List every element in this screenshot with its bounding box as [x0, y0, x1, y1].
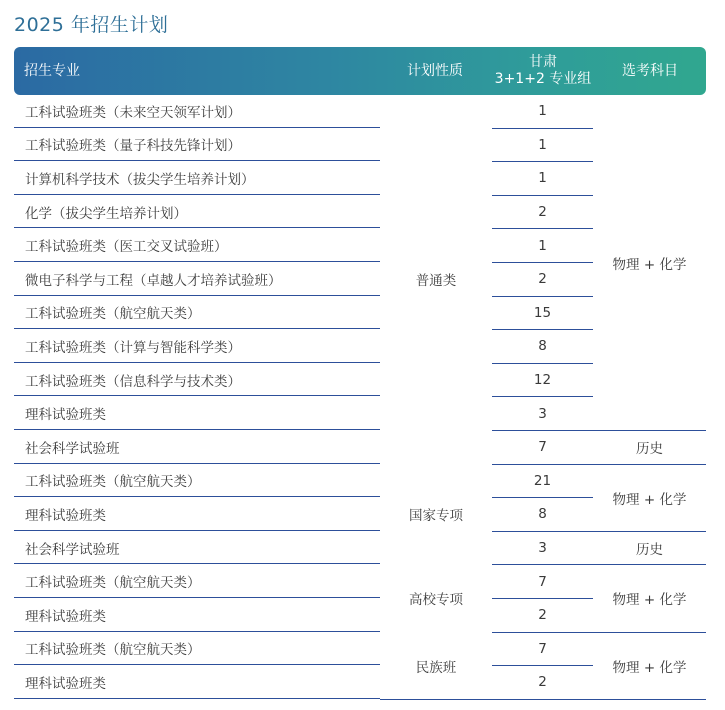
major-cell: 工科试验班类（航空航天类）	[14, 633, 380, 666]
nature-cell: 国家专项	[409, 508, 463, 525]
header-quota	[492, 47, 594, 95]
major-cell: 工科试验班类（航空航天类）	[14, 297, 380, 330]
quota-cell: 8	[492, 498, 593, 532]
header-nature: 计划性质	[407, 62, 463, 79]
major-cell: 社会科学试验班	[14, 532, 380, 565]
major-cell: 工科试验班类（航空航天类）	[14, 565, 380, 598]
major-cell: 化学（拔尖学生培养计划）	[14, 196, 380, 229]
major-cell: 理科试验班类	[14, 599, 380, 632]
quota-cell: 2	[492, 599, 593, 633]
quota-cell: 8	[492, 330, 593, 364]
quota-cell: 1	[492, 229, 593, 263]
nature-cell: 民族班	[380, 633, 492, 700]
subject-cell: 物理 + 化学	[593, 633, 706, 700]
quota-cell: 3	[492, 532, 593, 566]
page-title: 2025 年招生计划	[14, 14, 169, 36]
quota-cell: 2	[492, 666, 593, 700]
quota-cell: 1	[492, 129, 593, 163]
major-cell: 工科试验班类（航空航天类）	[14, 465, 380, 498]
subject-cell: 物理 + 化学	[593, 465, 706, 532]
header-quota-region: 甘肃	[529, 54, 557, 70]
major-cell: 工科试验班类（未来空天领军计划）	[14, 95, 380, 128]
major-cell: 工科试验班类（量子科技先锋计划）	[14, 129, 380, 162]
table-header	[14, 47, 706, 95]
major-cell: 理科试验班类	[14, 397, 380, 430]
quota-cell: 7	[492, 633, 593, 667]
quota-cell: 7	[492, 431, 593, 465]
quota-cell: 21	[492, 465, 593, 499]
major-cell: 计算机科学技术（拔尖学生培养计划）	[14, 162, 380, 195]
quota-cell: 2	[492, 263, 593, 297]
quota-cell: 3	[492, 397, 593, 431]
nature-cell: 高校专项	[409, 592, 463, 609]
header-quota-group: 3+1+2 专业组	[494, 71, 592, 87]
major-cell: 工科试验班类（医工交叉试验班）	[14, 229, 380, 262]
major-cell: 理科试验班类	[14, 666, 380, 699]
major-cell: 工科试验班类（计算与智能科学类）	[14, 330, 380, 363]
major-cell: 工科试验班类（信息科学与技术类）	[14, 364, 380, 397]
quota-cell: 1	[492, 162, 593, 196]
header-major: 招生专业	[24, 62, 80, 79]
subject-cell: 历史	[593, 431, 706, 465]
quota-cell: 12	[492, 364, 593, 398]
quota-cell: 1	[492, 95, 593, 129]
subject-cell: 物理 + 化学	[593, 565, 706, 632]
quota-cell: 7	[492, 565, 593, 599]
enrollment-table	[14, 95, 706, 700]
major-cell: 社会科学试验班	[14, 431, 380, 464]
quota-cell: 15	[492, 297, 593, 331]
header-subject: 选考科目	[622, 62, 678, 79]
quota-cell: 2	[492, 196, 593, 230]
subject-cell: 历史	[593, 532, 706, 566]
nature-cell: 普通类	[415, 273, 457, 290]
major-cell: 理科试验班类	[14, 498, 380, 531]
major-cell: 微电子科学与工程（卓越人才培养试验班）	[14, 263, 380, 296]
subject-cell: 物理 + 化学	[593, 95, 706, 431]
